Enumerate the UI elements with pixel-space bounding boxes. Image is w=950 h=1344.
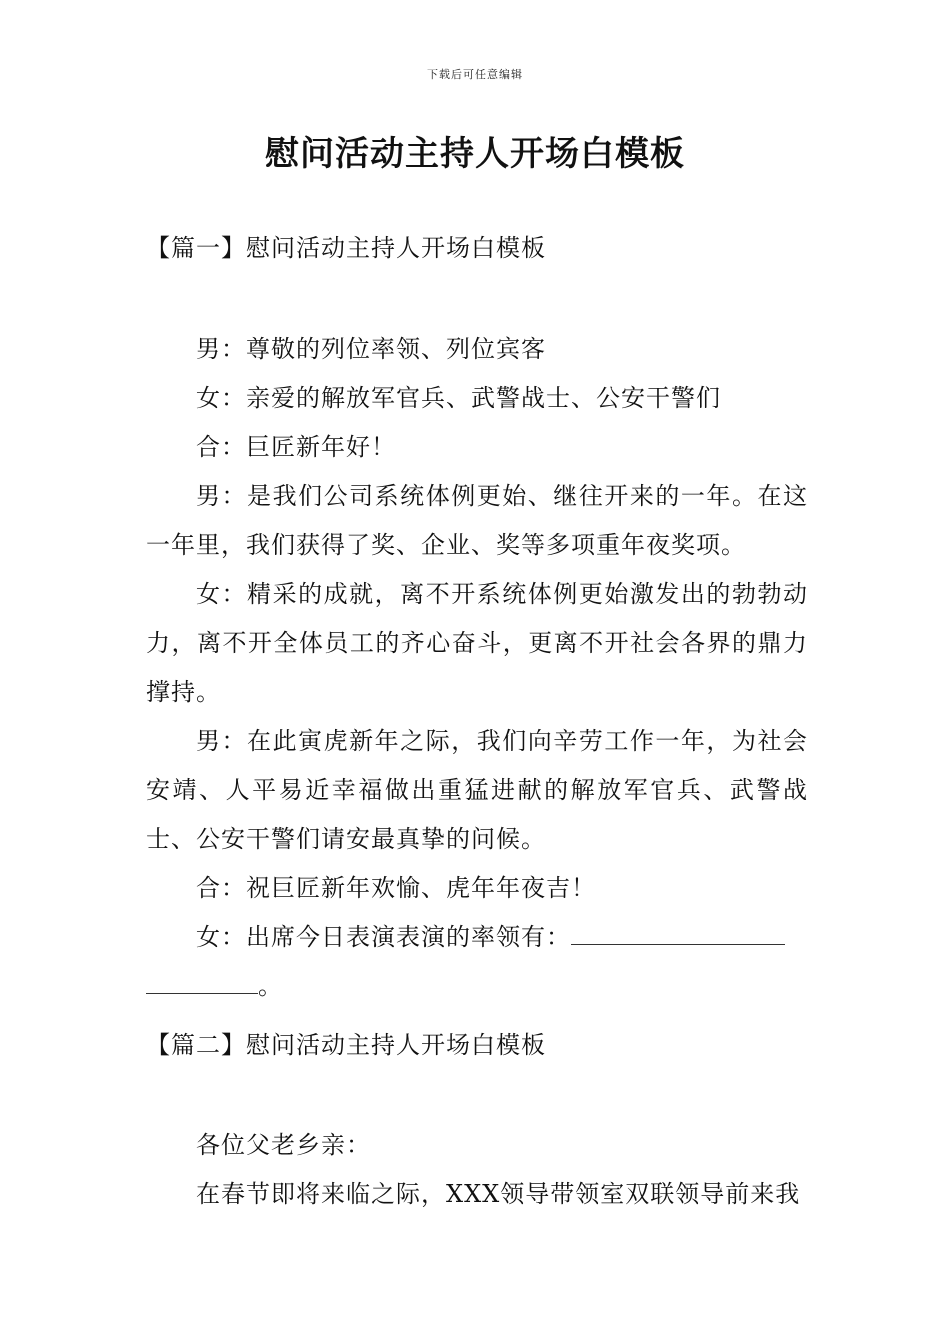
paragraph: 男：在此寅虎新年之际，我们向辛劳工作一年，为社会安靖、人平易近幸福做出重猛进献的解放军官兵、武警战士、公安干警们请安最真挚的问候。 <box>146 727 808 853</box>
section-body-1 <box>146 325 808 1011</box>
paragraph-leaders-cont <box>146 962 808 1011</box>
section-heading-2: 【篇二】慰问活动主持人开场白模板 <box>146 1031 546 1059</box>
paragraph: 合：巨匠新年好！ <box>196 433 396 461</box>
paragraph: 在春节即将来临之际，XXX领导带领室双联领导前来我 <box>196 1180 801 1208</box>
section-body-2 <box>146 1121 808 1219</box>
fill-in-blank <box>571 918 785 945</box>
paragraph: 合：祝巨匠新年欢愉、虎年年夜吉！ <box>196 874 596 902</box>
header-note: 下载后可任意编辑 <box>427 68 523 81</box>
paragraph: 女：亲爱的解放军官兵、武警战士、公安干警们 <box>196 384 721 412</box>
fill-in-blank <box>146 967 258 994</box>
section-heading-1: 【篇一】慰问活动主持人开场白模板 <box>146 234 546 262</box>
paragraph-leaders <box>146 913 808 962</box>
leaders-suffix: 。 <box>258 972 283 1000</box>
paragraph: 女：精采的成就，离不开系统体例更始激发出的勃勃动力，离不开全体员工的齐心奋斗，更离不开社会各界的鼎力撑持。 <box>146 580 808 706</box>
paragraph: 各位父老乡亲： <box>196 1131 371 1159</box>
paragraph: 男：是我们公司系统体例更始、继往开来的一年。在这一年里，我们获得了奖、企业、奖等多项重年夜奖项。 <box>146 482 808 559</box>
document-title: 慰问活动主持人开场白模板 <box>265 134 685 174</box>
paragraph: 男：尊敬的列位率领、列位宾客 <box>196 335 546 363</box>
leaders-prefix: 女：出席今日表演表演的率领有： <box>196 923 571 951</box>
